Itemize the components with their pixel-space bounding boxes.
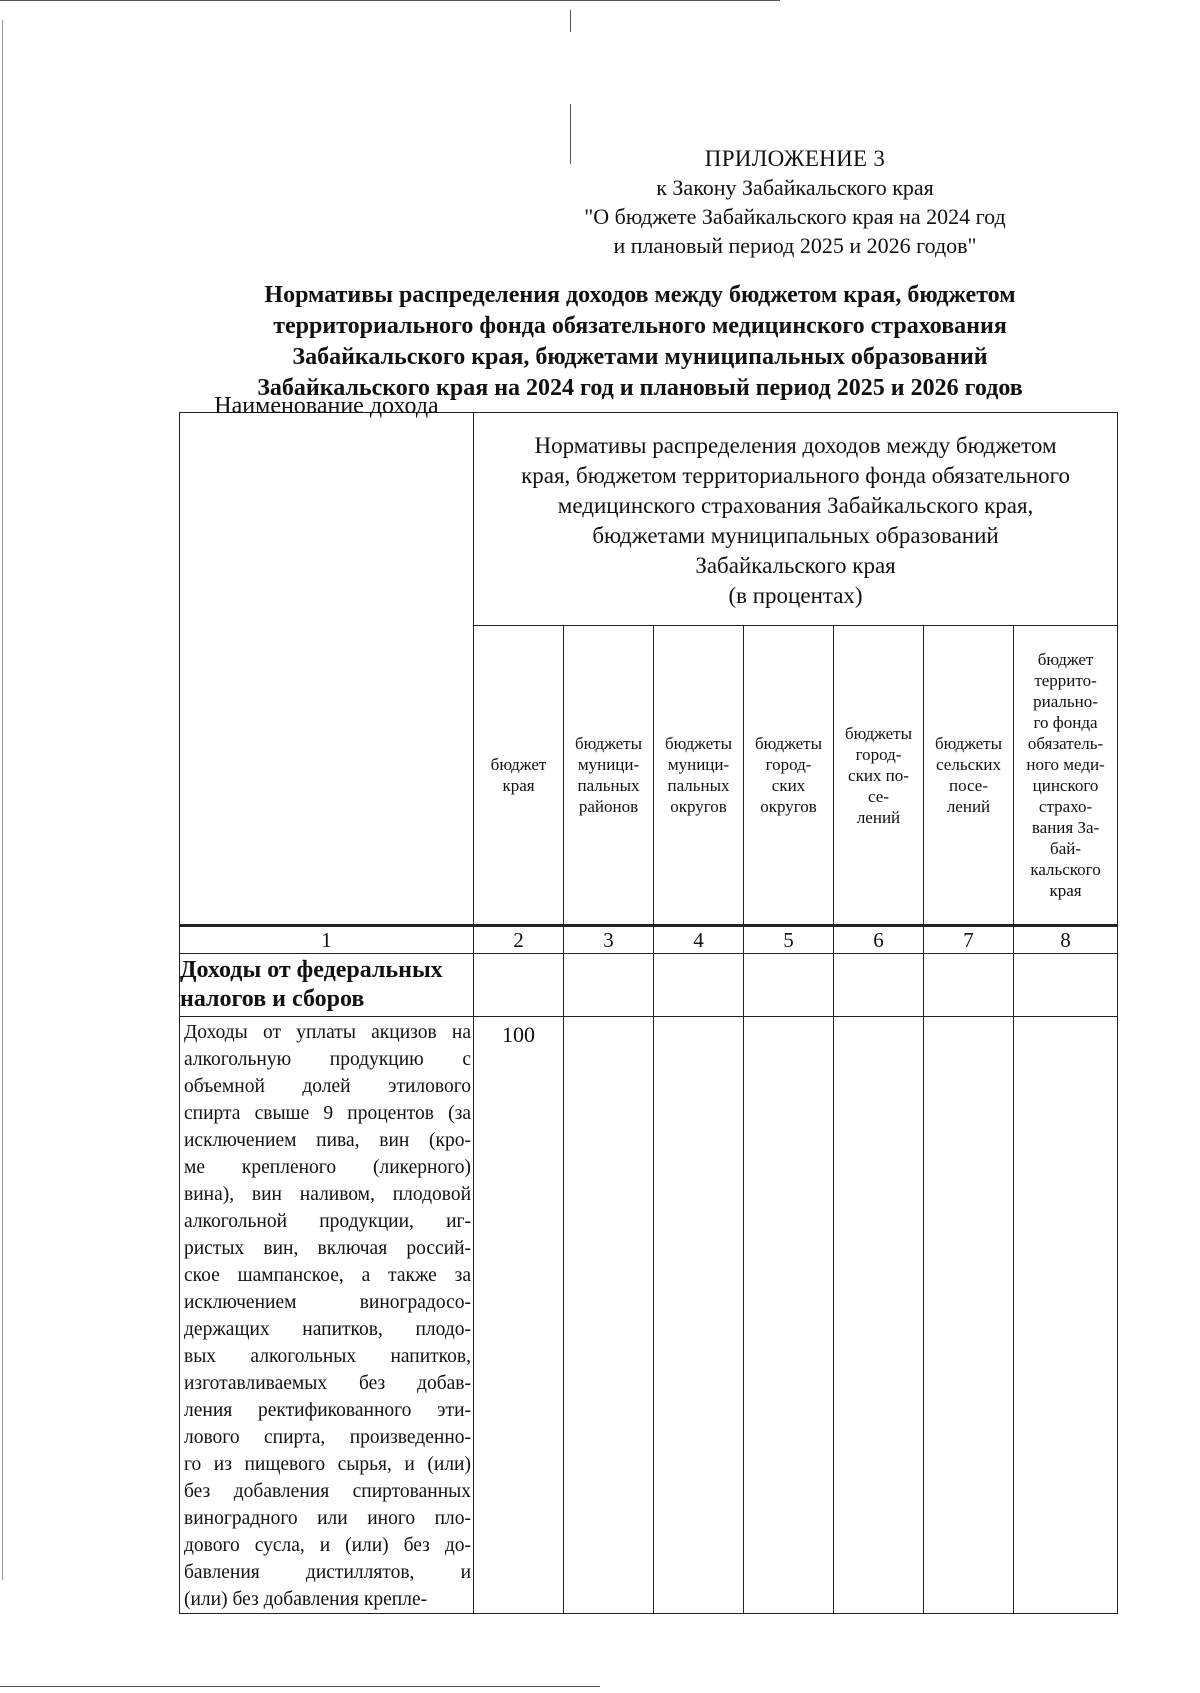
value-cell	[744, 954, 834, 1017]
scan-artifact-tick-1	[570, 10, 571, 32]
annex-header	[555, 144, 1035, 260]
value-cell	[654, 954, 744, 1017]
income-name-cell: Доходы от уплаты акцизов на алкогольную продукцию с объемной долей этилового спирта свыше 9 процентов (за исключением пива, вин (кро- ме крепленого (ликерного) вина), вин наливом, плодовой алкогольной продукции, иг- ристых вин, включая россий- ское шампанское, а также за исключением виноградосо- держащих напитков, плодо- вых алкогольных напитков, изготавливаемых без добав- ления ректификованного эти- лового спирта, произведенно- го из пищевого сырья, и (или) без добавления спиртованных виноградного или иного пло- дового сусла, и (или) без до- бавления дистиллятов, и (или) без добавления крепле-	[180, 1017, 474, 1614]
value-cell	[924, 954, 1014, 1017]
column-number: 6	[834, 926, 924, 954]
document-title	[200, 280, 1080, 404]
section-title-cell: Доходы от федеральных налогов и сборов	[180, 954, 474, 1017]
value-cell	[1014, 954, 1118, 1017]
annex-line-1: к Закону Забайкальского края	[656, 175, 934, 200]
col-budget-region-header: бюджет края	[474, 626, 564, 926]
table-row	[180, 1017, 1118, 1614]
table-header-row	[180, 413, 1118, 626]
annex-line-3: и плановый период 2025 и 2026 годов"	[613, 233, 977, 258]
column-number: 3	[564, 926, 654, 954]
value-cell	[924, 1017, 1014, 1614]
value-cell	[474, 954, 564, 1017]
scan-artifact-top	[0, 0, 780, 1]
document-title-line: Нормативы распределения доходов между бюджетом края, бюджетом	[264, 282, 1016, 308]
column-number: 7	[924, 926, 1014, 954]
table-row	[180, 954, 1118, 1017]
column-number: 5	[744, 926, 834, 954]
value-cell	[744, 1017, 834, 1614]
scan-artifact-left	[2, 20, 3, 1580]
column-number: 1	[180, 926, 474, 954]
column-number-row	[180, 926, 1118, 954]
column-number: 4	[654, 926, 744, 954]
value-cell	[564, 1017, 654, 1614]
document-title-line: территориального фонда обязательного медицинского страхования	[273, 313, 1007, 339]
norms-table	[179, 393, 1118, 1614]
document-title-line: Забайкальского края на 2024 год и плановый период 2025 и 2026 годов	[257, 375, 1023, 401]
annex-title: ПРИЛОЖЕНИЕ 3	[704, 146, 886, 171]
col-city-settlements-header: бюджеты город- ских по- се- лений	[834, 626, 924, 926]
scan-artifact-bottom	[0, 1686, 600, 1687]
col-rural-settlements-header: бюджеты сельских посе- лений	[924, 626, 1014, 926]
column-number: 2	[474, 926, 564, 954]
value-cell	[834, 954, 924, 1017]
annex-line-2: "О бюджете Забайкальского края на 2024 год	[584, 204, 1006, 229]
value-cell	[564, 954, 654, 1017]
norms-group-header: Нормативы распределения доходов между бюджетом края, бюджетом территориального фонда обязательного медицинского страхования Забайкальского края, бюджетами муниципальных образований Забайкальского края (в процентах)	[474, 413, 1118, 626]
column-number: 8	[1014, 926, 1118, 954]
document-title-line: Забайкальского края, бюджетами муниципальных образований	[292, 344, 988, 370]
col-city-okrugs-header: бюджеты город- ских округов	[744, 626, 834, 926]
col-municipal-okrugs-header: бюджеты муници- пальных округов	[654, 626, 744, 926]
value-cell: 100	[474, 1017, 564, 1614]
col-municipal-districts-header: бюджеты муници- пальных районов	[564, 626, 654, 926]
value-cell	[1014, 1017, 1118, 1614]
income-name-header: Наименование дохода	[180, 413, 474, 926]
value-cell	[834, 1017, 924, 1614]
col-health-insurance-fund-header: бюджет террито- риально- го фонда обязатель- ного меди- цинского страхо- вания За- бай- кальского края	[1014, 626, 1118, 926]
value-cell	[654, 1017, 744, 1614]
